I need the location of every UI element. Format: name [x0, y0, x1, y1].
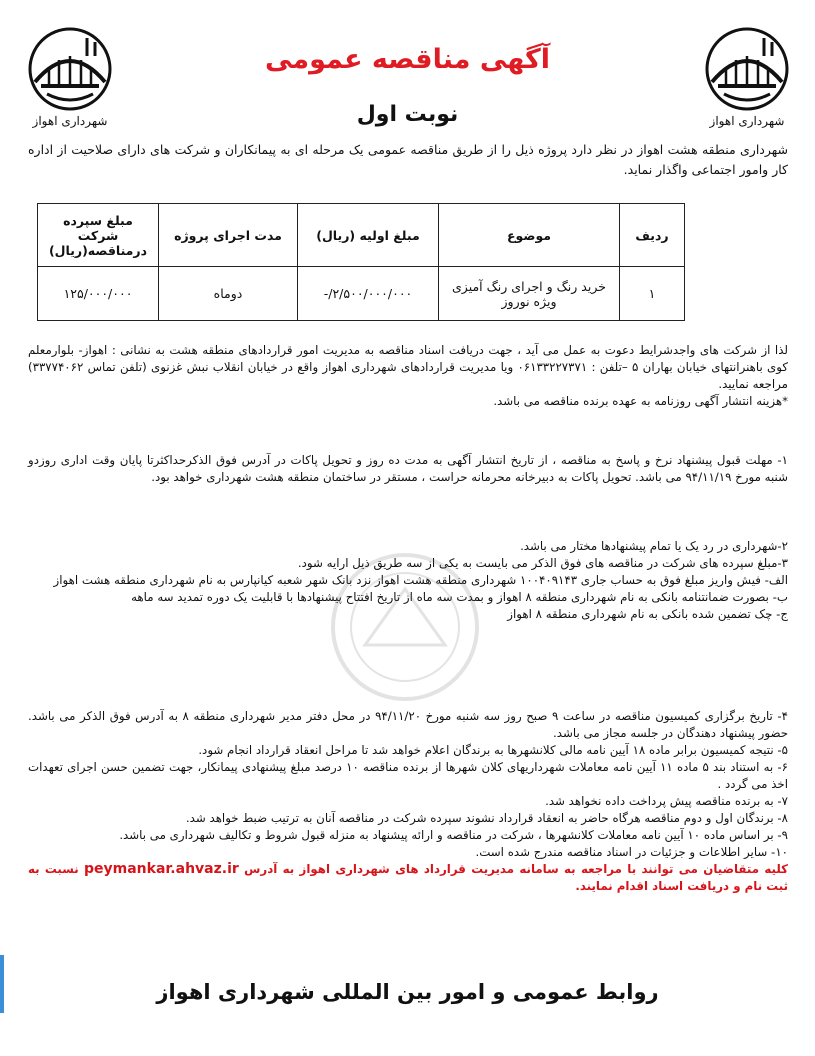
cell-deposit: ۱۲۵/۰۰۰/۰۰۰	[38, 267, 159, 321]
notice-round: نوبت اول	[356, 102, 459, 127]
registration-website-link[interactable]: peymankar.ahvaz.ir	[84, 861, 239, 877]
cell-initial-amount: ۲/۵۰۰/۰۰۰/۰۰۰/-	[298, 267, 439, 321]
notice-title: آگهی مناقصه عمومی	[265, 44, 550, 75]
col-row-number: ردیف	[620, 204, 685, 267]
condition-item: ب- بصورت ضمانتنامه بانکی به نام شهرداری منطقه ۸ اهواز و بمدت سه ماه از تاریخ افتتاح پیشنهادها با قابلیت یک دوره تمدید سه ماهه	[131, 590, 788, 604]
condition-item: ۵- نتیجه کمیسیون برابر ماده ۱۸ آیین نامه مالی کلانشهرها به برندگان اعلام خواهد شد تا مراحل انعقاد قرارداد انجام شود.	[198, 743, 788, 757]
logo-caption: شهرداری اهواز	[32, 114, 108, 128]
edge-strip	[0, 955, 4, 1013]
condition-item: ۴- تاریخ برگزاری کمیسیون مناقصه در ساعت ۹ صبح روز سه شنبه مورخ ۹۴/۱۱/۲۰ در محل دفتر مدیر شهرداری منطقه ۸ به آدرس فوق الذکر می باشد. حضور پیشنهاد دهندگان در جلسه مجاز می باشد.	[28, 709, 788, 740]
condition-item: ۱۰- سایر اطلاعات و جزئیات در اسناد مناقصه مندرج شده است.	[475, 845, 788, 859]
condition-item: ۲-شهرداری در رد یک یا تمام پیشنهادها مختار می باشد.	[520, 539, 788, 553]
tender-table	[37, 203, 685, 321]
table-header-row	[38, 204, 685, 267]
invitation-text: لذا از شرکت های واجدشرایط دعوت به عمل می آید ، جهت دریافت اسناد مناقصه به مدیریت امور قراردادهای منطقه هشت به نشانی : اهواز- بلوارمعلم کوی باهنرانتهای خیابان بهاران ۵ –تلفن : ۰۶۱۳۳۲۲۷۳۷۱ ویا مدیریت قراردادهای شهرداری اهواز واقع در خیابان انقلاب نبش غزنوی (تلفن تماس ۳۳۷۷۴۰۶۲) مراجعه نمایید.	[28, 343, 788, 391]
logo-caption: شهرداری اهواز	[709, 114, 785, 128]
cost-note: *هزینه انتشار آگهی روزنامه به عهده برنده مناقصه می باشد.	[493, 394, 788, 408]
deadline-text: ۱- مهلت قبول پیشنهاد نرخ و پاسخ به مناقصه ، از تاریخ انتشار آگهی به مدت ده روز و تحویل پاکات در آدرس فوق الذکرحداکثرتا پایان وقت اداری روزدو شنبه مورخ ۹۴/۱۱/۱۹ می باشد. تحویل پاکات به دبیرخانه محرمانه حراست ، مستقر در ساختمان منطقه هشت شهرداری خواهد بود.	[28, 453, 788, 484]
condition-item: الف- فیش واریز مبلغ فوق به حساب جاری ۱۰۰۴۰۹۱۴۳ شهرداری منطقه هشت اهواز نزد بانک شهر شعبه کیانپارس به نام شهرداری منطقه هشت اهواز	[53, 573, 788, 587]
col-deposit: مبلغ سپرده شرکت درمناقصه(ریال)	[38, 204, 159, 267]
condition-item: ۹- بر اساس ماده ۱۰ آیین نامه معاملات کلانشهرها ، شرکت در مناقصه و ارائه پیشنهاد به منزله قبول شروط و تکالیف شهرداری می باشد.	[119, 828, 788, 842]
cell-row-number: ۱	[620, 267, 685, 321]
deposit-conditions	[28, 538, 788, 623]
condition-item: ج- چک تضمین شده بانکی به نام شهرداری منطقه ۸ اهواز	[507, 607, 788, 621]
cell-duration: دوماه	[159, 267, 298, 321]
col-initial-amount: مبلغ اولیه (ریال)	[298, 204, 439, 267]
registration-note	[28, 861, 788, 895]
condition-item: ۸- برندگان اول و دوم مناقصه هرگاه حاضر به انعقاد قرارداد نشوند سپرده شرکت در مناقصه آنان به ترتیب ضبط خواهد شد.	[185, 811, 788, 825]
cell-subject: خرید رنگ و اجرای رنگ آمیزی ویژه نوروز	[439, 267, 620, 321]
col-subject: موضوع	[439, 204, 620, 267]
commission-conditions	[28, 708, 788, 895]
intro-paragraph: شهرداری منطقه هشت اهواز در نظر دارد پروژه ذیل را از طریق مناقصه عمومی یک مرحله ای به پیمانکاران و شرکت های دارای صلاحیت از اداره کار وامور اجتماعی واگذار نماید.	[28, 142, 788, 177]
table-row	[38, 267, 685, 321]
condition-item: ۷- به برنده مناقصه پیش پرداخت داده نخواهد شد.	[545, 794, 788, 808]
public-relations-signature: روابط عمومی و امور بین المللی شهرداری اهواز	[156, 980, 659, 1004]
registration-note-before: کلیه متقاضیان می توانند با مراجعه به سامانه مدیریت قرارداد های شهرداری اهواز به آدرس	[244, 862, 789, 876]
col-duration: مدت اجرای پروژه	[159, 204, 298, 267]
deadline-paragraph	[28, 452, 788, 486]
registration-note-after: نسبت به ثبت نام و دریافت اسناد اقدام نمایند.	[28, 862, 788, 893]
condition-item: ۳-مبلغ سپرده های شرکت در مناقصه های فوق الذکر می بایست به یکی از سه طریق ذیل ارایه شود.	[297, 556, 788, 570]
condition-item: ۶- به استناد بند ۵ ماده ۱۱ آیین نامه معاملات شهرداریهای کلان شهرها از برنده مناقصه ۱۰ درصد مبلغ پیشنهادی پیمانکار، جهت تضمین حسن اجرای تعهدات اخذ می گردد .	[28, 760, 788, 791]
invitation-paragraph	[28, 342, 788, 410]
